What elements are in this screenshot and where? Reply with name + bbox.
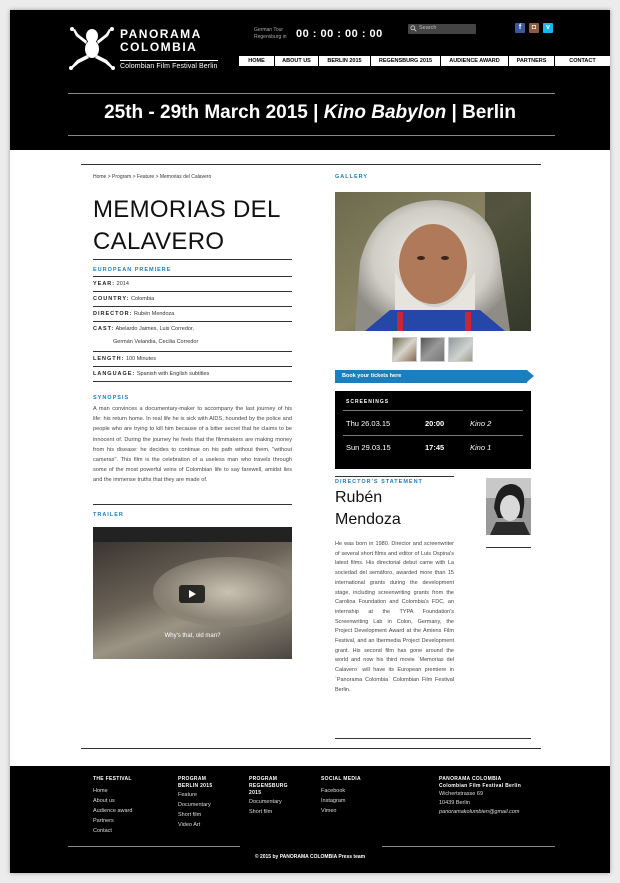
footer-link-video-art[interactable]: Video Art (178, 822, 201, 828)
screening-1-time: 20:00 (425, 419, 445, 428)
nav-regensburg-2015[interactable]: REGENSBURG 2015 (371, 56, 441, 66)
footer-link-facebook[interactable]: Facebook (321, 788, 346, 794)
meta-cast-line1: Abelardo Jaimes, Luis Corredor, (115, 326, 195, 332)
footer-link-audience-award[interactable]: Audience award (93, 808, 133, 814)
footer-link-regensburg-documentary[interactable]: Documentary (249, 799, 282, 805)
meta-year (93, 276, 292, 291)
synopsis-text: A man convinces a documentary-maker to accompany the last journey of his life: his return home. In real life he is sick with AIDS, hounded by the police and people who are trying to kill him because of a bitter secret that he claims to be innocent of. During the journey he feels that the filmmakers are making money from his disease: he decides to continue on his path without them, "without cameras". This film is the celebration of a useless man who travels through some of the most powerful veins of Colombian life to say farewell, amidst lies and the immense truths that they are made of. (93, 406, 292, 484)
footer-address-street: Wichertstrasse 69 (439, 791, 484, 797)
banner-dates: 25th - 29th March 2015 | (104, 102, 324, 123)
synopsis-rule (93, 504, 292, 505)
meta-language-label: LANGUAGE: (93, 371, 136, 377)
meta-country (93, 291, 292, 306)
main-nav (239, 56, 610, 66)
director-bio: He was born in 1980. Director and screenwriter of several short films and editor of Luis Ospina's latest films. His directorial debut came with La sociedad del semáforo, awarded more than 15 international grants during the development stage, including screenwriting grants from the Carolina Foundation and Colombia's FDC, an internship at the TYPA Foundation's Screenwriting Lab in Colon, Germany, the Project Development Award at the Amiens Film Festival, and an Ibermedia Project Development grant. His second film has gone around the world and now his third movie `Memorias del Calavero` will have its European premiere in `Panorama Colombia` Colombian Film Festival Berlin. (335, 541, 454, 693)
banner-city: | Berlin (446, 102, 516, 123)
footer-link-about[interactable]: About us (93, 798, 115, 804)
logo-text-panorama: PANORAMA (120, 27, 202, 41)
meta-language (93, 366, 292, 381)
footer-col-contact (439, 776, 521, 817)
site-header (10, 10, 610, 150)
footer-link-short-film[interactable]: Short film (178, 812, 202, 818)
footer-link-contact[interactable]: Contact (93, 828, 112, 834)
content-bottom-rule (81, 748, 541, 749)
screening-2-date: Sun 29.03.15 (346, 443, 391, 452)
nav-home[interactable]: HOME (239, 56, 275, 66)
footer-col-regensburg (249, 776, 288, 817)
screening-1-venue: Kino 2 (470, 419, 492, 428)
page-title (93, 194, 303, 258)
meta-length-label: LENGTH: (93, 356, 125, 362)
footer-contact-subheading: Colombian Film Festival Berlin (439, 783, 522, 789)
nav-contact[interactable]: CONTACT (569, 58, 596, 64)
gallery-label: GALLERY (335, 174, 369, 180)
search-input[interactable]: Search (419, 25, 437, 31)
meta-country-value: Colombia (130, 296, 155, 302)
screening-2-time: 17:45 (425, 443, 445, 452)
footer-col-berlin (178, 776, 212, 830)
footer-link-instagram[interactable]: Instagram (321, 798, 346, 804)
logo-text-colombia: COLOMBIA (120, 40, 198, 54)
title-rule (93, 259, 292, 260)
footer-link-partners[interactable]: Partners (93, 818, 114, 824)
page-title-line1: MEMORIAS DEL (93, 196, 281, 223)
meta-director-value: Rubén Mendoza (134, 311, 175, 317)
play-button[interactable] (179, 585, 205, 603)
trailer-video[interactable] (93, 527, 292, 659)
nav-berlin-2015[interactable]: BERLIN 2015 (319, 56, 371, 66)
gallery-thumb-2[interactable] (420, 337, 445, 362)
screening-2-venue: Kino 1 (470, 443, 492, 452)
nav-audience-award[interactable]: AUDIENCE AWARD (441, 56, 509, 66)
footer-col-social (321, 776, 361, 816)
facebook-icon[interactable]: f (515, 23, 525, 33)
search-box[interactable] (408, 24, 476, 34)
portrait-photo (335, 192, 531, 331)
footer-regensburg-heading-3: 2015 (249, 790, 262, 796)
festival-banner (10, 102, 610, 124)
trailer-label: TRAILER (93, 512, 124, 518)
copyright: © 2015 by PANORAMA COLOMBIA Press team (254, 854, 366, 860)
footer-link-home[interactable]: Home (93, 788, 108, 794)
meta-director (93, 306, 292, 321)
footer-link-documentary[interactable]: Documentary (178, 802, 211, 808)
footer-berlin-heading-1: PROGRAM (178, 776, 207, 782)
footer-rule-left (68, 846, 240, 847)
footer-email-link[interactable]: panoramakolumbien@gmail.com (439, 809, 520, 815)
footer-col-festival (93, 776, 132, 836)
statement-top-rule (335, 476, 454, 477)
gallery-thumb-3[interactable] (448, 337, 473, 362)
screening-1-date: Thu 26.03.15 (346, 419, 391, 428)
premiere-label: EUROPEAN PREMIERE (93, 267, 172, 273)
meta-length (93, 351, 292, 366)
footer-link-feature[interactable]: Feature (178, 792, 197, 798)
gallery-main-image[interactable] (335, 192, 531, 331)
site-logo[interactable] (68, 22, 218, 72)
screenings-rule-1 (343, 410, 523, 411)
meta-language-value: Spanish with English subtitles (136, 371, 210, 377)
breadcrumb[interactable]: Home > Program > Feature > Memorias del Calavero (93, 174, 212, 180)
meta-director-label: DIRECTOR: (93, 311, 133, 317)
meta-year-label: YEAR: (93, 281, 116, 287)
footer-regensburg-heading-1: PROGRAM (249, 776, 278, 782)
directors-statement-label: DIRECTOR'S STATEMENT (335, 479, 423, 485)
screenings-rule-2 (343, 435, 523, 436)
book-tickets-button[interactable]: Book your tickets here (335, 370, 527, 383)
footer-contact-heading: PANORAMA COLOMBIA (439, 776, 502, 782)
tour-label-line2: Regensburg in (254, 34, 287, 40)
meta-bottom-rule (93, 381, 292, 382)
photo-rule (486, 547, 531, 548)
meta-cast-label: CAST: (93, 326, 115, 332)
director-photo (486, 478, 531, 535)
footer-berlin-heading-2: BERLIN 2015 (178, 783, 213, 789)
bio-bottom-rule (335, 738, 531, 739)
page-frame (10, 10, 610, 873)
play-icon (189, 590, 196, 598)
banner-venue: Kino Babylon (323, 102, 447, 123)
vimeo-icon[interactable]: v (543, 23, 553, 33)
page-title-line2: CALAVERO (93, 228, 225, 255)
gallery-thumb-1[interactable] (392, 337, 417, 362)
meta-cast (93, 321, 292, 351)
video-highlight (153, 557, 292, 627)
footer-address-city: 10439 Berlin (439, 800, 470, 806)
footer-link-regensburg-short-film[interactable]: Short film (249, 809, 273, 815)
banner-divider-top (68, 93, 555, 94)
search-icon (410, 25, 417, 32)
banner-divider-bottom (68, 135, 555, 136)
meta-cast-line2: Germán Velandia, Cecilia Corredor (113, 339, 199, 345)
footer-link-vimeo[interactable]: Vimeo (321, 808, 337, 814)
nav-about-us[interactable]: ABOUT US (275, 56, 319, 66)
director-name (335, 487, 401, 531)
meta-country-label: COUNTRY: (93, 296, 130, 302)
director-last-name: Mendoza (335, 511, 401, 528)
footer-festival-heading: THE FESTIVAL (93, 776, 132, 782)
footer-regensburg-heading-2: REGENSBURG (249, 783, 288, 789)
arrow-right-icon (527, 370, 534, 382)
synopsis-label: SYNOPSIS (93, 395, 130, 401)
frog-icon (68, 22, 116, 70)
meta-length-value: 100 Minutes (125, 356, 156, 362)
director-portrait (486, 478, 531, 535)
content-top-rule (81, 164, 541, 165)
screenings-label: SCREENINGS (346, 399, 390, 405)
director-first-name: Rubén (335, 489, 383, 506)
instagram-icon[interactable]: ◘ (529, 23, 539, 33)
footer-social-heading: SOCIAL MEDIA (321, 776, 361, 782)
screenings-box (335, 391, 531, 469)
logo-tagline: Colombian Film Festival Berlin (120, 60, 218, 70)
countdown-timer: 00 : 00 : 00 : 00 (296, 28, 383, 40)
tour-label-line1: German Tour (254, 27, 284, 33)
nav-partners[interactable]: PARTNERS (509, 56, 555, 66)
footer-rule-right (382, 846, 555, 847)
meta-year-value: 2014 (116, 281, 129, 287)
video-subtitle: Why's that, old man? (164, 633, 221, 639)
site-footer (10, 766, 610, 873)
